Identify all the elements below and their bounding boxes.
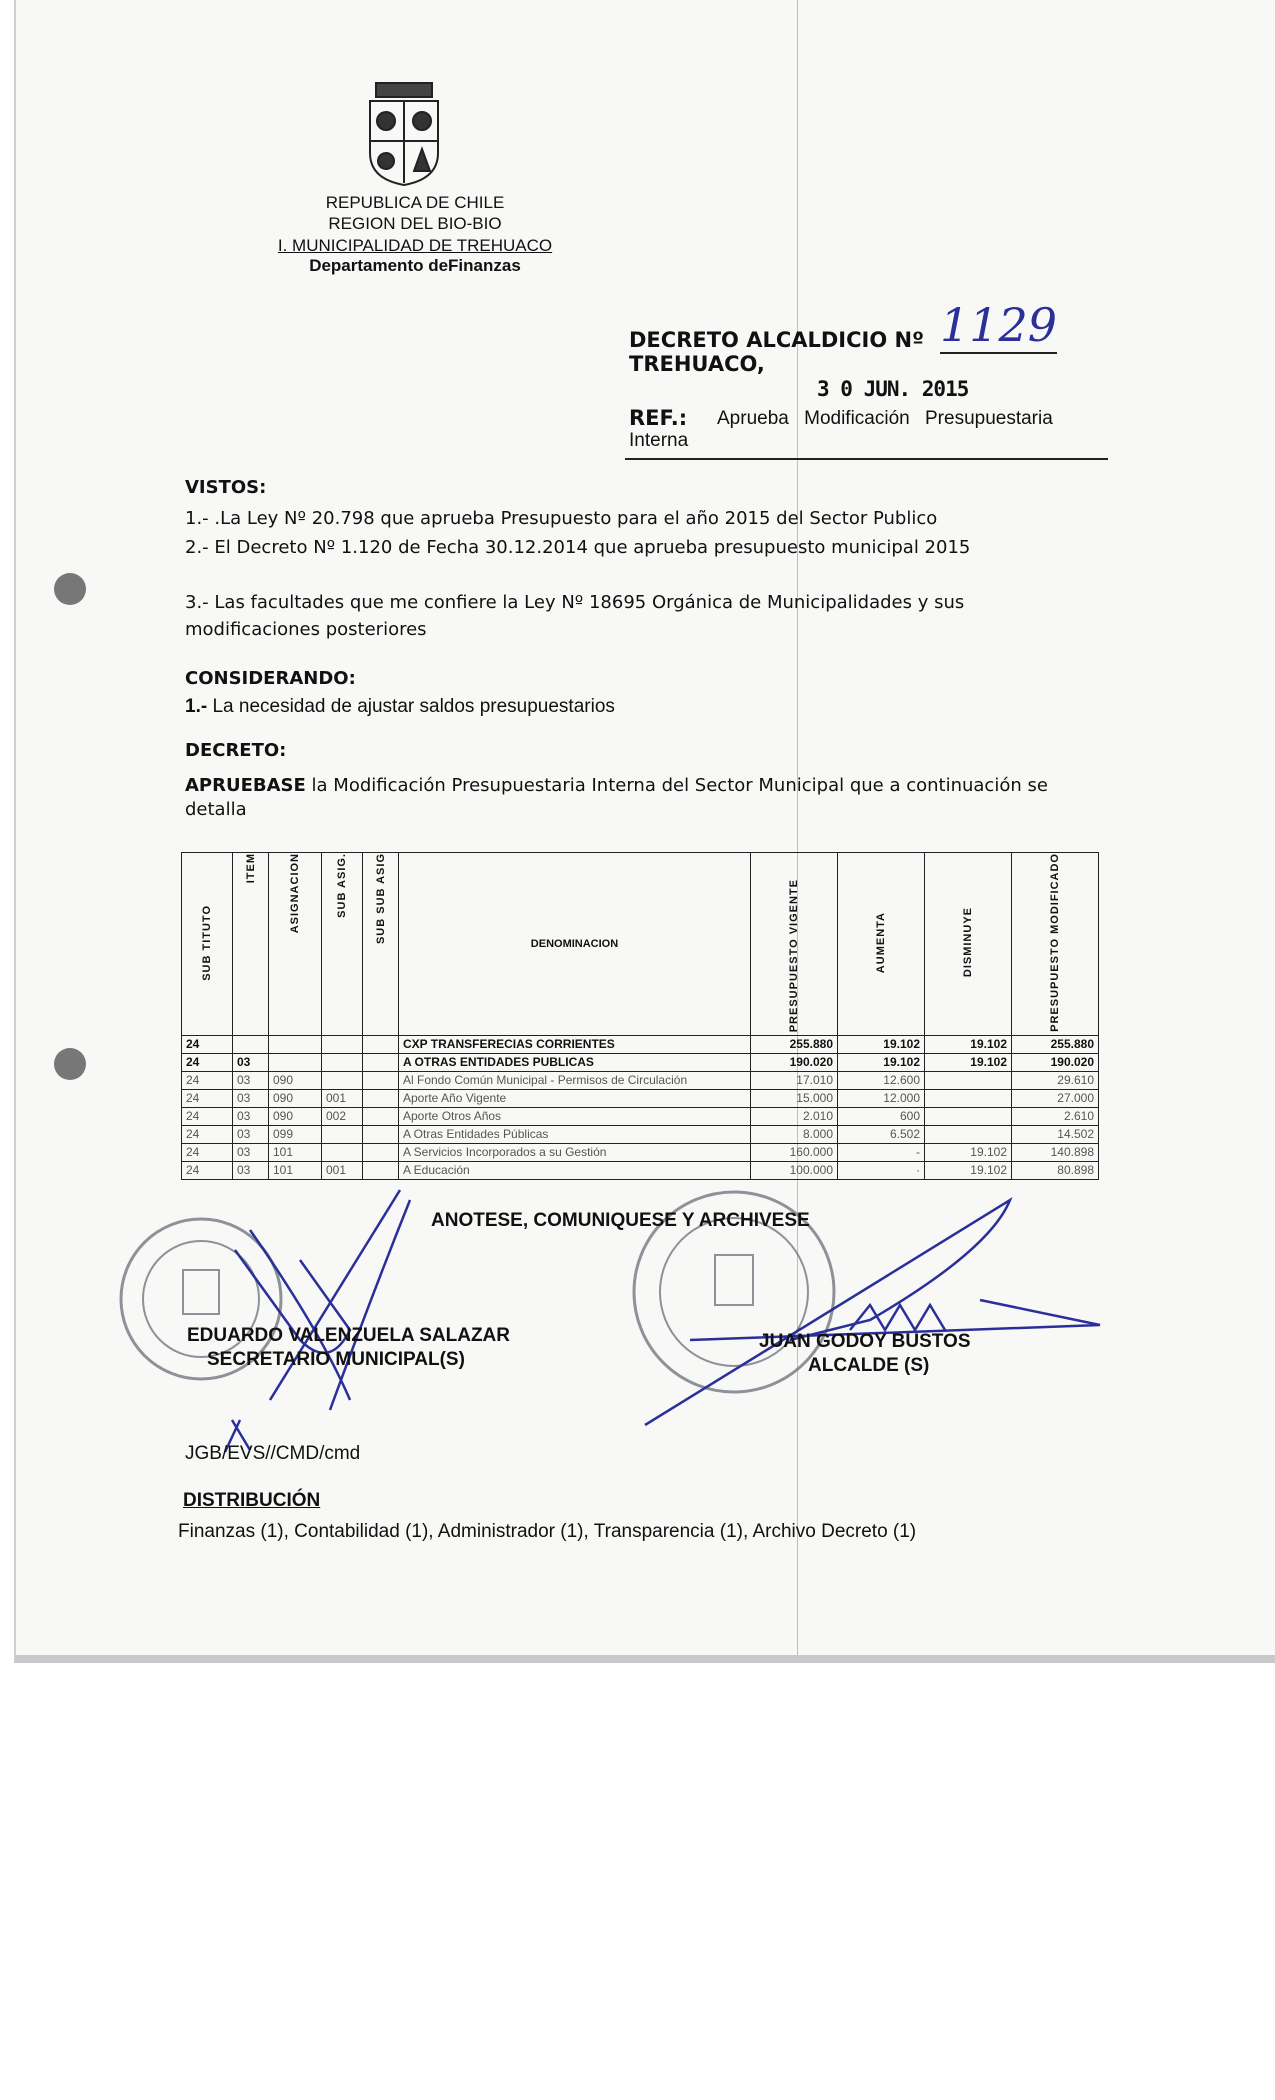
table-row	[182, 1107, 1099, 1125]
table-cell-subsub	[363, 1035, 399, 1053]
item-number: 1.-	[185, 696, 208, 717]
table-cell-subsub	[363, 1089, 399, 1107]
table-cell-vig: 8.000	[751, 1125, 838, 1143]
ref-text: Aprueba Modificación Presupuestaria	[717, 408, 1053, 429]
table-cell-aum: -	[838, 1143, 925, 1161]
table-cell-dis: 19.102	[925, 1035, 1012, 1053]
column-header: PRESUPUESTO MODIFICADO	[1012, 853, 1099, 1036]
table-cell-st: 24	[182, 1089, 233, 1107]
table-cell-aum: 19.102	[838, 1053, 925, 1071]
table-cell-item: 03	[233, 1053, 269, 1071]
margin-line	[797, 0, 798, 1655]
table-cell-asig: 090	[269, 1107, 322, 1125]
table-cell-st: 24	[182, 1107, 233, 1125]
table-cell-dis	[925, 1089, 1012, 1107]
column-header: DISMINUYE	[925, 853, 1012, 1036]
table-cell-sub	[322, 1035, 363, 1053]
table-cell-mod: 80.898	[1012, 1161, 1099, 1179]
table-cell-dis: 19.102	[925, 1143, 1012, 1161]
vistos-item: 1.- .La Ley Nº 20.798 que aprueba Presupuesto para el año 2015 del Sector Publico	[185, 508, 938, 529]
table-row	[182, 1035, 1099, 1053]
initials: JGB/EVS//CMD/cmd	[185, 1443, 361, 1464]
column-header: SUB TITUTO	[182, 853, 233, 1036]
decreto-bold: APRUEBASE	[185, 775, 306, 796]
table-cell-mod: 140.898	[1012, 1143, 1099, 1161]
header-line: REGION DEL BIO-BIO	[328, 214, 502, 233]
table-cell-st: 24	[182, 1071, 233, 1089]
decreto-text	[185, 775, 1048, 796]
table-cell-vig: 17.010	[751, 1071, 838, 1089]
table-cell-mod: 27.000	[1012, 1089, 1099, 1107]
distribution-heading: DISTRIBUCIÓN	[183, 1490, 321, 1511]
table-cell-st: 24	[182, 1053, 233, 1071]
table-cell-subsub	[363, 1125, 399, 1143]
table-cell-asig: 101	[269, 1143, 322, 1161]
scanned-page	[14, 0, 1275, 1663]
table-cell-item: 03	[233, 1089, 269, 1107]
table-cell-mod: 255.880	[1012, 1035, 1099, 1053]
table-cell-dis: 19.102	[925, 1161, 1012, 1179]
table-cell-den: Aporte Año Vigente	[399, 1089, 751, 1107]
table-cell-vig: 2.010	[751, 1107, 838, 1125]
table-cell-sub	[322, 1125, 363, 1143]
vistos-item: 2.- El Decreto Nº 1.120 de Fecha 30.12.2014 que aprueba presupuesto municipal 2015	[185, 537, 971, 558]
table-cell-dis	[925, 1071, 1012, 1089]
table-cell-aum: 6.502	[838, 1125, 925, 1143]
distribution-text: Finanzas (1), Contabilidad (1), Administrador (1), Transparencia (1), Archivo Decreto (1)	[178, 1521, 917, 1542]
column-header: AUMENTA	[838, 853, 925, 1036]
table-cell-asig	[269, 1053, 322, 1071]
right-signatory-name: JUAN GODOY BUSTOS	[759, 1331, 971, 1352]
table-cell-aum: 12.000	[838, 1089, 925, 1107]
column-header: DENOMINACION	[399, 853, 751, 1036]
table-cell-sub	[322, 1053, 363, 1071]
table-cell-den: A Servicios Incorporados a su Gestión	[399, 1143, 751, 1161]
punch-hole	[54, 1048, 86, 1080]
decreto-text-2: detalla	[185, 799, 247, 820]
table-cell-sub	[322, 1143, 363, 1161]
table-cell-mod: 2.610	[1012, 1107, 1099, 1125]
table-cell-den: CXP TRANSFERECIAS CORRIENTES	[399, 1035, 751, 1053]
table-cell-item: 03	[233, 1143, 269, 1161]
table-cell-aum: 19.102	[838, 1035, 925, 1053]
table-cell-item	[233, 1035, 269, 1053]
table-header-row	[182, 853, 1099, 1036]
table-cell-den: Aporte Otros Años	[399, 1107, 751, 1125]
table-cell-item: 03	[233, 1125, 269, 1143]
table-cell-item: 03	[233, 1071, 269, 1089]
column-header: ITEM	[233, 853, 269, 1036]
table-cell-dis	[925, 1107, 1012, 1125]
item-text: La necesidad de ajustar saldos presupuestarios	[207, 696, 615, 717]
left-signatory-title: SECRETARIO MUNICIPAL(S)	[207, 1349, 465, 1370]
considerando-item	[185, 696, 615, 718]
closing-text: ANOTESE, COMUNIQUESE Y ARCHIVESE	[431, 1210, 810, 1231]
table-cell-vig: 190.020	[751, 1053, 838, 1071]
table-cell-den: Al Fondo Común Municipal - Permisos de Circulación	[399, 1071, 751, 1089]
table-cell-dis	[925, 1125, 1012, 1143]
table-cell-asig	[269, 1035, 322, 1053]
table-cell-aum: 600	[838, 1107, 925, 1125]
table-cell-subsub	[363, 1053, 399, 1071]
decree-city: TREHUACO,	[629, 352, 765, 376]
table-row	[182, 1143, 1099, 1161]
table-cell-den: A Otras Entidades Públicas	[399, 1125, 751, 1143]
table-cell-item: 03	[233, 1107, 269, 1125]
table-cell-sub: 002	[322, 1107, 363, 1125]
column-header: ASIGNACION	[269, 853, 322, 1036]
vistos-item: 3.- Las facultades que me confiere la Ley Nº 18695 Orgánica de Municipalidades y sus	[185, 592, 965, 613]
table-cell-den: A Educación	[399, 1161, 751, 1179]
table-cell-st: 24	[182, 1035, 233, 1053]
table-cell-asig: 101	[269, 1161, 322, 1179]
left-signatory-name: EDUARDO VALENZUELA SALAZAR	[187, 1325, 510, 1346]
table-cell-sub	[322, 1071, 363, 1089]
right-signatory-title: ALCALDE (S)	[808, 1355, 930, 1376]
table-cell-vig: 100.000	[751, 1161, 838, 1179]
table-cell-mod: 190.020	[1012, 1053, 1099, 1071]
table-cell-st: 24	[182, 1161, 233, 1179]
decreto-heading: DECRETO:	[185, 740, 287, 761]
punch-hole	[54, 573, 86, 605]
ref-label: REF.:	[629, 406, 688, 430]
table-cell-sub: 001	[322, 1161, 363, 1179]
vistos-heading: VISTOS:	[185, 477, 267, 498]
header-line: I. MUNICIPALIDAD DE TREHUACO	[277, 236, 553, 255]
column-header: PRESUPUESTO VIGENTE	[751, 853, 838, 1036]
table-cell-st: 24	[182, 1125, 233, 1143]
table-cell-subsub	[363, 1107, 399, 1125]
table-cell-st: 24	[182, 1143, 233, 1161]
table-cell-den: A OTRAS ENTIDADES PUBLICAS	[399, 1053, 751, 1071]
table-cell-subsub	[363, 1143, 399, 1161]
table-cell-item: 03	[233, 1161, 269, 1179]
decree-number: 1129	[940, 298, 1058, 352]
budget-table	[181, 852, 1099, 1180]
table-cell-vig: 255.880	[751, 1035, 838, 1053]
table-cell-subsub	[363, 1161, 399, 1179]
table-row	[182, 1161, 1099, 1179]
decree-date-stamp: 3 0 JUN. 2015	[817, 377, 969, 401]
table-cell-aum: ·	[838, 1161, 925, 1179]
divider	[625, 458, 1108, 460]
table-cell-asig: 090	[269, 1071, 322, 1089]
column-header: SUB SUB ASIG	[363, 853, 399, 1036]
table-row	[182, 1071, 1099, 1089]
table-cell-asig: 090	[269, 1089, 322, 1107]
table-cell-dis: 19.102	[925, 1053, 1012, 1071]
decreto-body: la Modificación Presupuestaria Interna del Sector Municipal que a continuación se	[305, 775, 1048, 796]
table-cell-vig: 160.000	[751, 1143, 838, 1161]
table-cell-sub: 001	[322, 1089, 363, 1107]
ref-text-2: Interna	[629, 430, 689, 451]
table-cell-mod: 29.610	[1012, 1071, 1099, 1089]
table-cell-mod: 14.502	[1012, 1125, 1099, 1143]
table-row	[182, 1089, 1099, 1107]
considerando-heading: CONSIDERANDO:	[185, 668, 356, 689]
decree-title: DECRETO ALCALDICIO Nº	[629, 328, 924, 352]
table-cell-asig: 099	[269, 1125, 322, 1143]
table-cell-aum: 12.600	[838, 1071, 925, 1089]
table-cell-vig: 15.000	[751, 1089, 838, 1107]
table-row	[182, 1125, 1099, 1143]
table-row	[182, 1053, 1099, 1071]
header-line: REPUBLICA DE CHILE	[325, 193, 505, 212]
table-cell-subsub	[363, 1071, 399, 1089]
header-line: Departamento deFinanzas	[309, 256, 521, 275]
vistos-item: modificaciones posteriores	[185, 619, 427, 640]
column-header: SUB ASIG.	[322, 853, 363, 1036]
